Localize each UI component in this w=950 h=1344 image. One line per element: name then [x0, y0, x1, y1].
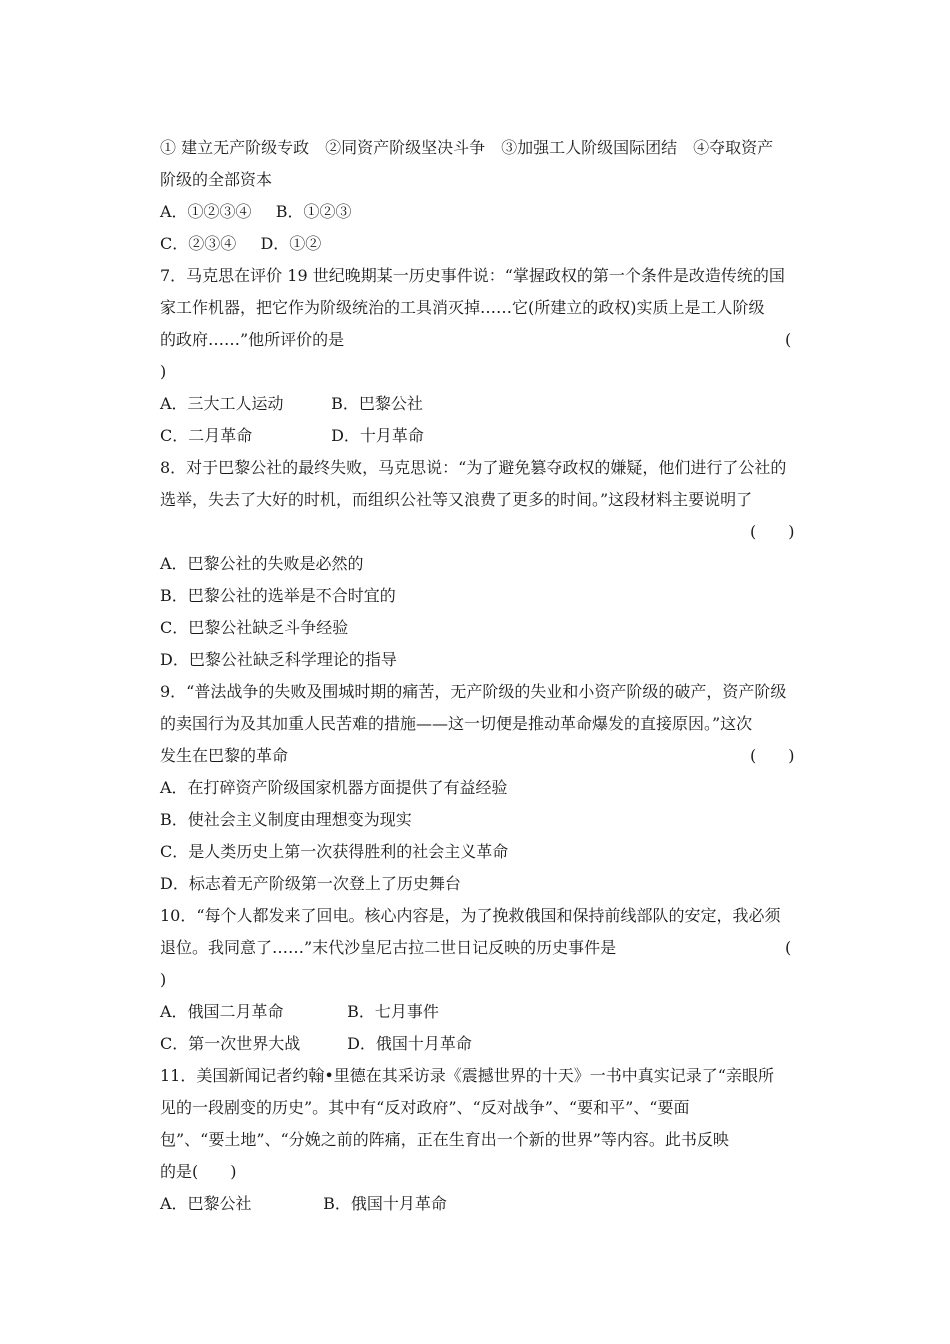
q7-answer-paren-close: ) [160, 362, 167, 381]
q7-option-c: C．二月革命 [160, 426, 253, 445]
q11-options-row1 [160, 1194, 447, 1214]
q7-options-row2 [160, 426, 424, 446]
q6-option-c: C．②③④ [160, 234, 237, 253]
q6-option-b: B．①②③ [275, 202, 352, 221]
q6-option-a: A．①②③④ [160, 202, 252, 221]
q7-options-row1 [160, 394, 423, 414]
q10-options-row2 [160, 1034, 472, 1054]
q10-option-d: D．俄国十月革命 [347, 1034, 472, 1053]
q9-stem-line3: 发生在巴黎的革命 [160, 746, 289, 765]
q8-stem-line2: 选举，失去了大好的时机，而组织公社等又浪费了更多的时间。”这段材料主要说明了 [160, 490, 753, 509]
q11-stem-line4: 的是( ) [160, 1162, 237, 1181]
q7-stem-line3: 的政府……”他所评价的是 [160, 330, 345, 349]
q10-answer-paren-open: ( [785, 938, 792, 957]
q7-stem-line1: 7．马克思在评价 19 世纪晚期某一历史事件说：“掌握政权的第一个条件是改造传统的国 [160, 266, 785, 285]
q9-option-a: A．在打碎资产阶级国家机器方面提供了有益经验 [160, 778, 508, 797]
q7-stem-line2: 家工作机器，把它作为阶级统治的工具消灭掉……它(所建立的政权)实质上是工人阶级 [160, 298, 765, 317]
q7-answer-paren-open: ( [785, 330, 792, 349]
q9-stem-line1: 9．“普法战争的失败及围城时期的痛苦，无产阶级的失业和小资产阶级的破产，资产阶级 [160, 682, 787, 701]
q6-options-row2 [160, 234, 321, 254]
q6-options-row1 [160, 202, 352, 222]
q11-stem-line1: 11．美国新闻记者约翰•里德在其采访录《震撼世界的十天》一书中真实记录了“亲眼所 [160, 1066, 774, 1085]
q7-option-b: B．巴黎公社 [331, 394, 423, 413]
q6-statements-line2: 阶级的全部资本 [160, 170, 273, 189]
q6-option-d: D．①② [260, 234, 322, 253]
q11-option-a: A．巴黎公社 [160, 1194, 252, 1213]
q9-stem-line2: 的卖国行为及其加重人民苦难的措施——这一切便是推动革命爆发的直接原因。”这次 [160, 714, 753, 733]
q11-option-b: B．俄国十月革命 [323, 1194, 447, 1213]
q11-stem-line3: 包”、“要土地”、“分娩之前的阵痛，正在生育出一个新的世界”等内容。此书反映 [160, 1130, 729, 1149]
q8-option-a: A．巴黎公社的失败是必然的 [160, 554, 364, 573]
q11-stem-line2: 见的一段剧变的历史”。其中有“反对政府”、“反对战争”、“要和平”、“要面 [160, 1098, 690, 1117]
q10-option-c: C．第一次世界大战 [160, 1034, 301, 1053]
q9-answer-paren: ( ) [750, 746, 795, 765]
q8-option-d: D．巴黎公社缺乏科学理论的指导 [160, 650, 397, 669]
q10-option-a: A．俄国二月革命 [160, 1002, 284, 1021]
q9-option-b: B．使社会主义制度由理想变为现实 [160, 810, 412, 829]
q8-stem-line1: 8．对于巴黎公社的最终失败，马克思说：“为了避免篡夺政权的嫌疑，他们进行了公社的 [160, 458, 787, 477]
q10-options-row1 [160, 1002, 439, 1022]
q10-option-b: B．七月事件 [347, 1002, 439, 1021]
q9-option-c: C．是人类历史上第一次获得胜利的社会主义革命 [160, 842, 509, 861]
q8-answer-paren: ( ) [750, 522, 795, 541]
q10-answer-paren-close: ) [160, 970, 167, 989]
q9-option-d: D．标志着无产阶级第一次登上了历史舞台 [160, 874, 461, 893]
q8-option-b: B．巴黎公社的选举是不合时宜的 [160, 586, 396, 605]
q8-option-c: C．巴黎公社缺乏斗争经验 [160, 618, 349, 637]
q7-option-a: A．三大工人运动 [160, 394, 284, 413]
q7-option-d: D．十月革命 [331, 426, 424, 445]
q6-statements-line1: ① 建立无产阶级专政 ②同资产阶级坚决斗争 ③加强工人阶级国际团结 ④夺取资产 [160, 138, 774, 157]
q10-stem-line2: 退位。我同意了……”末代沙皇尼古拉二世日记反映的历史事件是 [160, 938, 617, 957]
q10-stem-line1: 10．“每个人都发来了回电。核心内容是，为了挽救俄国和保持前线部队的安定，我必须 [160, 906, 781, 925]
